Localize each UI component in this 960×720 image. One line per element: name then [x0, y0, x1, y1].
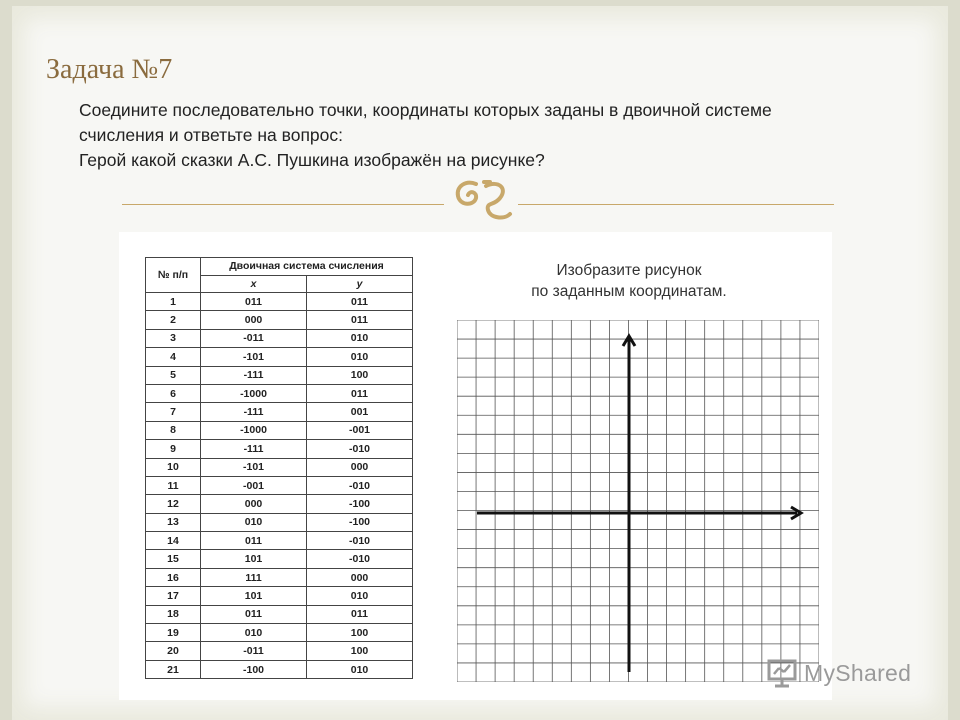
task-text-line: Соедините последовательно точки, координаты которых заданы в двоичной системе	[79, 100, 772, 120]
table-row	[146, 293, 413, 311]
task-text-line: счисления и ответьте на вопрос:	[79, 125, 343, 145]
table-row	[146, 642, 413, 660]
table-row	[146, 384, 413, 402]
table-cell-n: 4	[146, 348, 201, 366]
table-cell-n: 8	[146, 421, 201, 439]
table-cell-n: 12	[146, 495, 201, 513]
table-row	[146, 421, 413, 439]
exercise-panel	[119, 232, 832, 700]
table-cell-n: 15	[146, 550, 201, 568]
table-cell-n: 5	[146, 366, 201, 384]
header-y: y	[307, 275, 413, 293]
table-cell-n: 3	[146, 329, 201, 347]
table-cell-n: 14	[146, 532, 201, 550]
table-cell-y: -100	[307, 495, 413, 513]
table-cell-x: 010	[201, 513, 307, 531]
table-cell-x: -1000	[201, 421, 307, 439]
table-cell-x: 011	[201, 293, 307, 311]
table-cell-n: 11	[146, 476, 201, 494]
table-cell-x: -100	[201, 660, 307, 678]
table-cell-n: 18	[146, 605, 201, 623]
table-row	[146, 476, 413, 494]
table-cell-x: 111	[201, 568, 307, 586]
table-cell-y: 001	[307, 403, 413, 421]
table-row	[146, 311, 413, 329]
table-row	[146, 366, 413, 384]
table-row	[146, 587, 413, 605]
table-row	[146, 440, 413, 458]
grid-title-line: Изобразите рисунок	[556, 262, 702, 279]
table-cell-y: 011	[307, 311, 413, 329]
table-row	[146, 513, 413, 531]
table-cell-y: 100	[307, 366, 413, 384]
table-cell-n: 10	[146, 458, 201, 476]
coordinate-grid	[457, 320, 819, 682]
table-cell-y: 000	[307, 458, 413, 476]
table-cell-y: 010	[307, 660, 413, 678]
table-cell-y: -010	[307, 532, 413, 550]
table-cell-n: 2	[146, 311, 201, 329]
table-cell-n: 6	[146, 384, 201, 402]
watermark-text: MyShared	[804, 659, 912, 686]
header-x: x	[201, 275, 307, 293]
table-cell-x: -1000	[201, 384, 307, 402]
table-row	[146, 550, 413, 568]
table-cell-x: 011	[201, 532, 307, 550]
table-cell-x: -101	[201, 348, 307, 366]
presentation-board-icon	[766, 657, 798, 689]
table-cell-x: -011	[201, 642, 307, 660]
watermark	[766, 656, 911, 690]
table-cell-y: -010	[307, 476, 413, 494]
table-row	[146, 660, 413, 678]
table-cell-n: 13	[146, 513, 201, 531]
table-cell-x: -111	[201, 366, 307, 384]
task-text	[79, 98, 869, 173]
table-cell-y: -010	[307, 440, 413, 458]
table-cell-n: 21	[146, 660, 201, 678]
task-text-line: Герой какой сказки А.С. Пушкина изображён на рисунке?	[79, 150, 545, 170]
header-binary-system: Двоичная система счисления	[201, 258, 413, 276]
table-row	[146, 532, 413, 550]
table-cell-y: -001	[307, 421, 413, 439]
table-cell-x: -001	[201, 476, 307, 494]
divider-left	[122, 204, 444, 205]
table-row	[146, 458, 413, 476]
ornament-icon	[446, 176, 516, 226]
table-cell-y: 010	[307, 587, 413, 605]
table-row	[146, 605, 413, 623]
table-cell-x: 010	[201, 624, 307, 642]
table-cell-n: 20	[146, 642, 201, 660]
table-cell-x: 000	[201, 311, 307, 329]
table-cell-x: 101	[201, 550, 307, 568]
table-cell-x: -111	[201, 403, 307, 421]
table-cell-x: -111	[201, 440, 307, 458]
slide-title: Задача №7	[46, 54, 173, 85]
table-cell-n: 7	[146, 403, 201, 421]
table-cell-x: 000	[201, 495, 307, 513]
table-cell-y: 011	[307, 384, 413, 402]
divider-right	[518, 204, 834, 205]
coordinates-table	[145, 257, 413, 679]
table-row	[146, 403, 413, 421]
table-cell-y: 010	[307, 348, 413, 366]
table-cell-y: 011	[307, 293, 413, 311]
table-cell-y: 000	[307, 568, 413, 586]
table-cell-y: 100	[307, 642, 413, 660]
table-row	[146, 329, 413, 347]
table-cell-n: 19	[146, 624, 201, 642]
table-cell-x: -011	[201, 329, 307, 347]
table-cell-y: 100	[307, 624, 413, 642]
table-cell-y: -100	[307, 513, 413, 531]
table-cell-n: 17	[146, 587, 201, 605]
table-row	[146, 348, 413, 366]
table-cell-x: 011	[201, 605, 307, 623]
table-cell-n: 1	[146, 293, 201, 311]
table-row	[146, 568, 413, 586]
table-row	[146, 495, 413, 513]
table-row	[146, 624, 413, 642]
table-cell-y: 011	[307, 605, 413, 623]
table-cell-n: 9	[146, 440, 201, 458]
table-cell-y: -010	[307, 550, 413, 568]
table-cell-n: 16	[146, 568, 201, 586]
grid-title-line: по заданным координатам.	[531, 283, 727, 300]
table-cell-x: -101	[201, 458, 307, 476]
header-number: № п/п	[146, 258, 201, 293]
table-cell-y: 010	[307, 329, 413, 347]
coordinates-table-body	[146, 293, 413, 679]
grid-title	[459, 260, 799, 302]
table-cell-x: 101	[201, 587, 307, 605]
